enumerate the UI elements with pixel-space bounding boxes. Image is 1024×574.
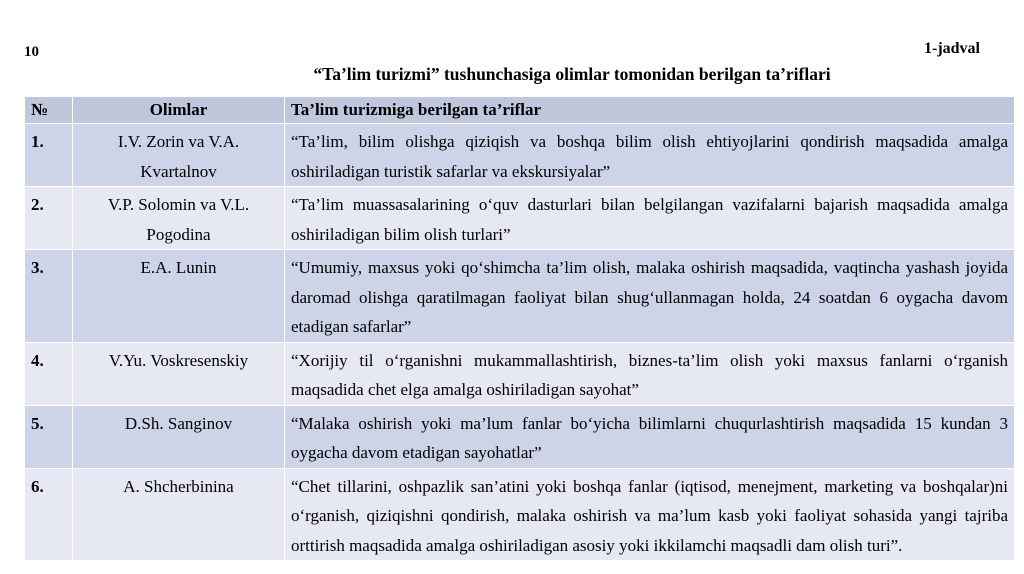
- row-number: 5.: [25, 405, 73, 468]
- table-row: [25, 250, 1015, 343]
- table-row: [25, 468, 1015, 561]
- row-scholar: I.V. Zorin va V.A. Kvartalnov: [73, 124, 285, 187]
- row-definition: “Malaka oshirish yoki ma’lum fanlar bo‘yicha bilimlarni chuqurlashtirish maqsadida 15 kundan 3 oygacha davom etadigan sayohatlar”: [285, 405, 1015, 468]
- row-scholar: A. Shcherbinina: [73, 468, 285, 561]
- row-definition: “Ta’lim, bilim olishga qiziqish va boshqa bilim olish ehtiyojlarini qondirish maqsadida amalga oshiriladigan turistik safarlar va ekskursiyalar”: [285, 124, 1015, 187]
- row-number: 6.: [25, 468, 73, 561]
- header-definitions: Ta’lim turizmiga berilgan ta’riflar: [285, 97, 1015, 124]
- definitions-table: [24, 96, 1015, 561]
- row-scholar: V.P. Solomin va V.L. Pogodina: [73, 187, 285, 250]
- table-row: [25, 405, 1015, 468]
- table-row: [25, 124, 1015, 187]
- row-scholar: D.Sh. Sanginov: [73, 405, 285, 468]
- header-scholars: Olimlar: [73, 97, 285, 124]
- row-definition: “Ta’lim muassasalarining o‘quv dasturlari bilan belgilangan vazifalarni bajarish maqsadida amalga oshiriladigan bilim olish turlari”: [285, 187, 1015, 250]
- row-scholar: E.A. Lunin: [73, 250, 285, 343]
- table-caption: “Ta’lim turizmi” tushunchasiga olimlar tomonidan berilgan ta’riflari: [313, 64, 831, 84]
- row-definition: “Umumiy, maxsus yoki qo‘shimcha ta’lim olish, malaka oshirish maqsadida, vaqtincha yashash joyida daromad olishga qaratilmagan faoliyat bilan shug‘ullanmagan holda, 24 soatdan 6 oygacha davom etadigan safarlar”: [285, 250, 1015, 343]
- row-definition: “Chet tillarini, oshpazlik san’atini yoki boshqa fanlar (iqtisod, menejment, marketing va boshqalar)ni o‘rganish, qiziqishni qondirish, malaka oshirish va ma’lum kasb yoki faoliyat sohasida yangi tajriba orttirish maqsadida amalga oshiriladigan asosiy yoki ikkilamchi maqsadli dam olish turi”.: [285, 468, 1015, 561]
- header-number: №: [25, 97, 73, 124]
- row-number: 2.: [25, 187, 73, 250]
- table-row: [25, 342, 1015, 405]
- row-scholar: V.Yu. Voskresenskiy: [73, 342, 285, 405]
- table-row: [25, 187, 1015, 250]
- table-reference: 1-jadval: [924, 40, 980, 57]
- table-header-row: [25, 97, 1015, 124]
- row-number: 4.: [25, 342, 73, 405]
- page-number: 10: [24, 44, 39, 60]
- row-definition: “Xorijiy til o‘rganishni mukammallashtirish, biznes-ta’lim olish yoki maxsus fanlarni o‘rganish maqsadida chet elga amalga oshiriladigan sayohat”: [285, 342, 1015, 405]
- row-number: 3.: [25, 250, 73, 343]
- row-number: 1.: [25, 124, 73, 187]
